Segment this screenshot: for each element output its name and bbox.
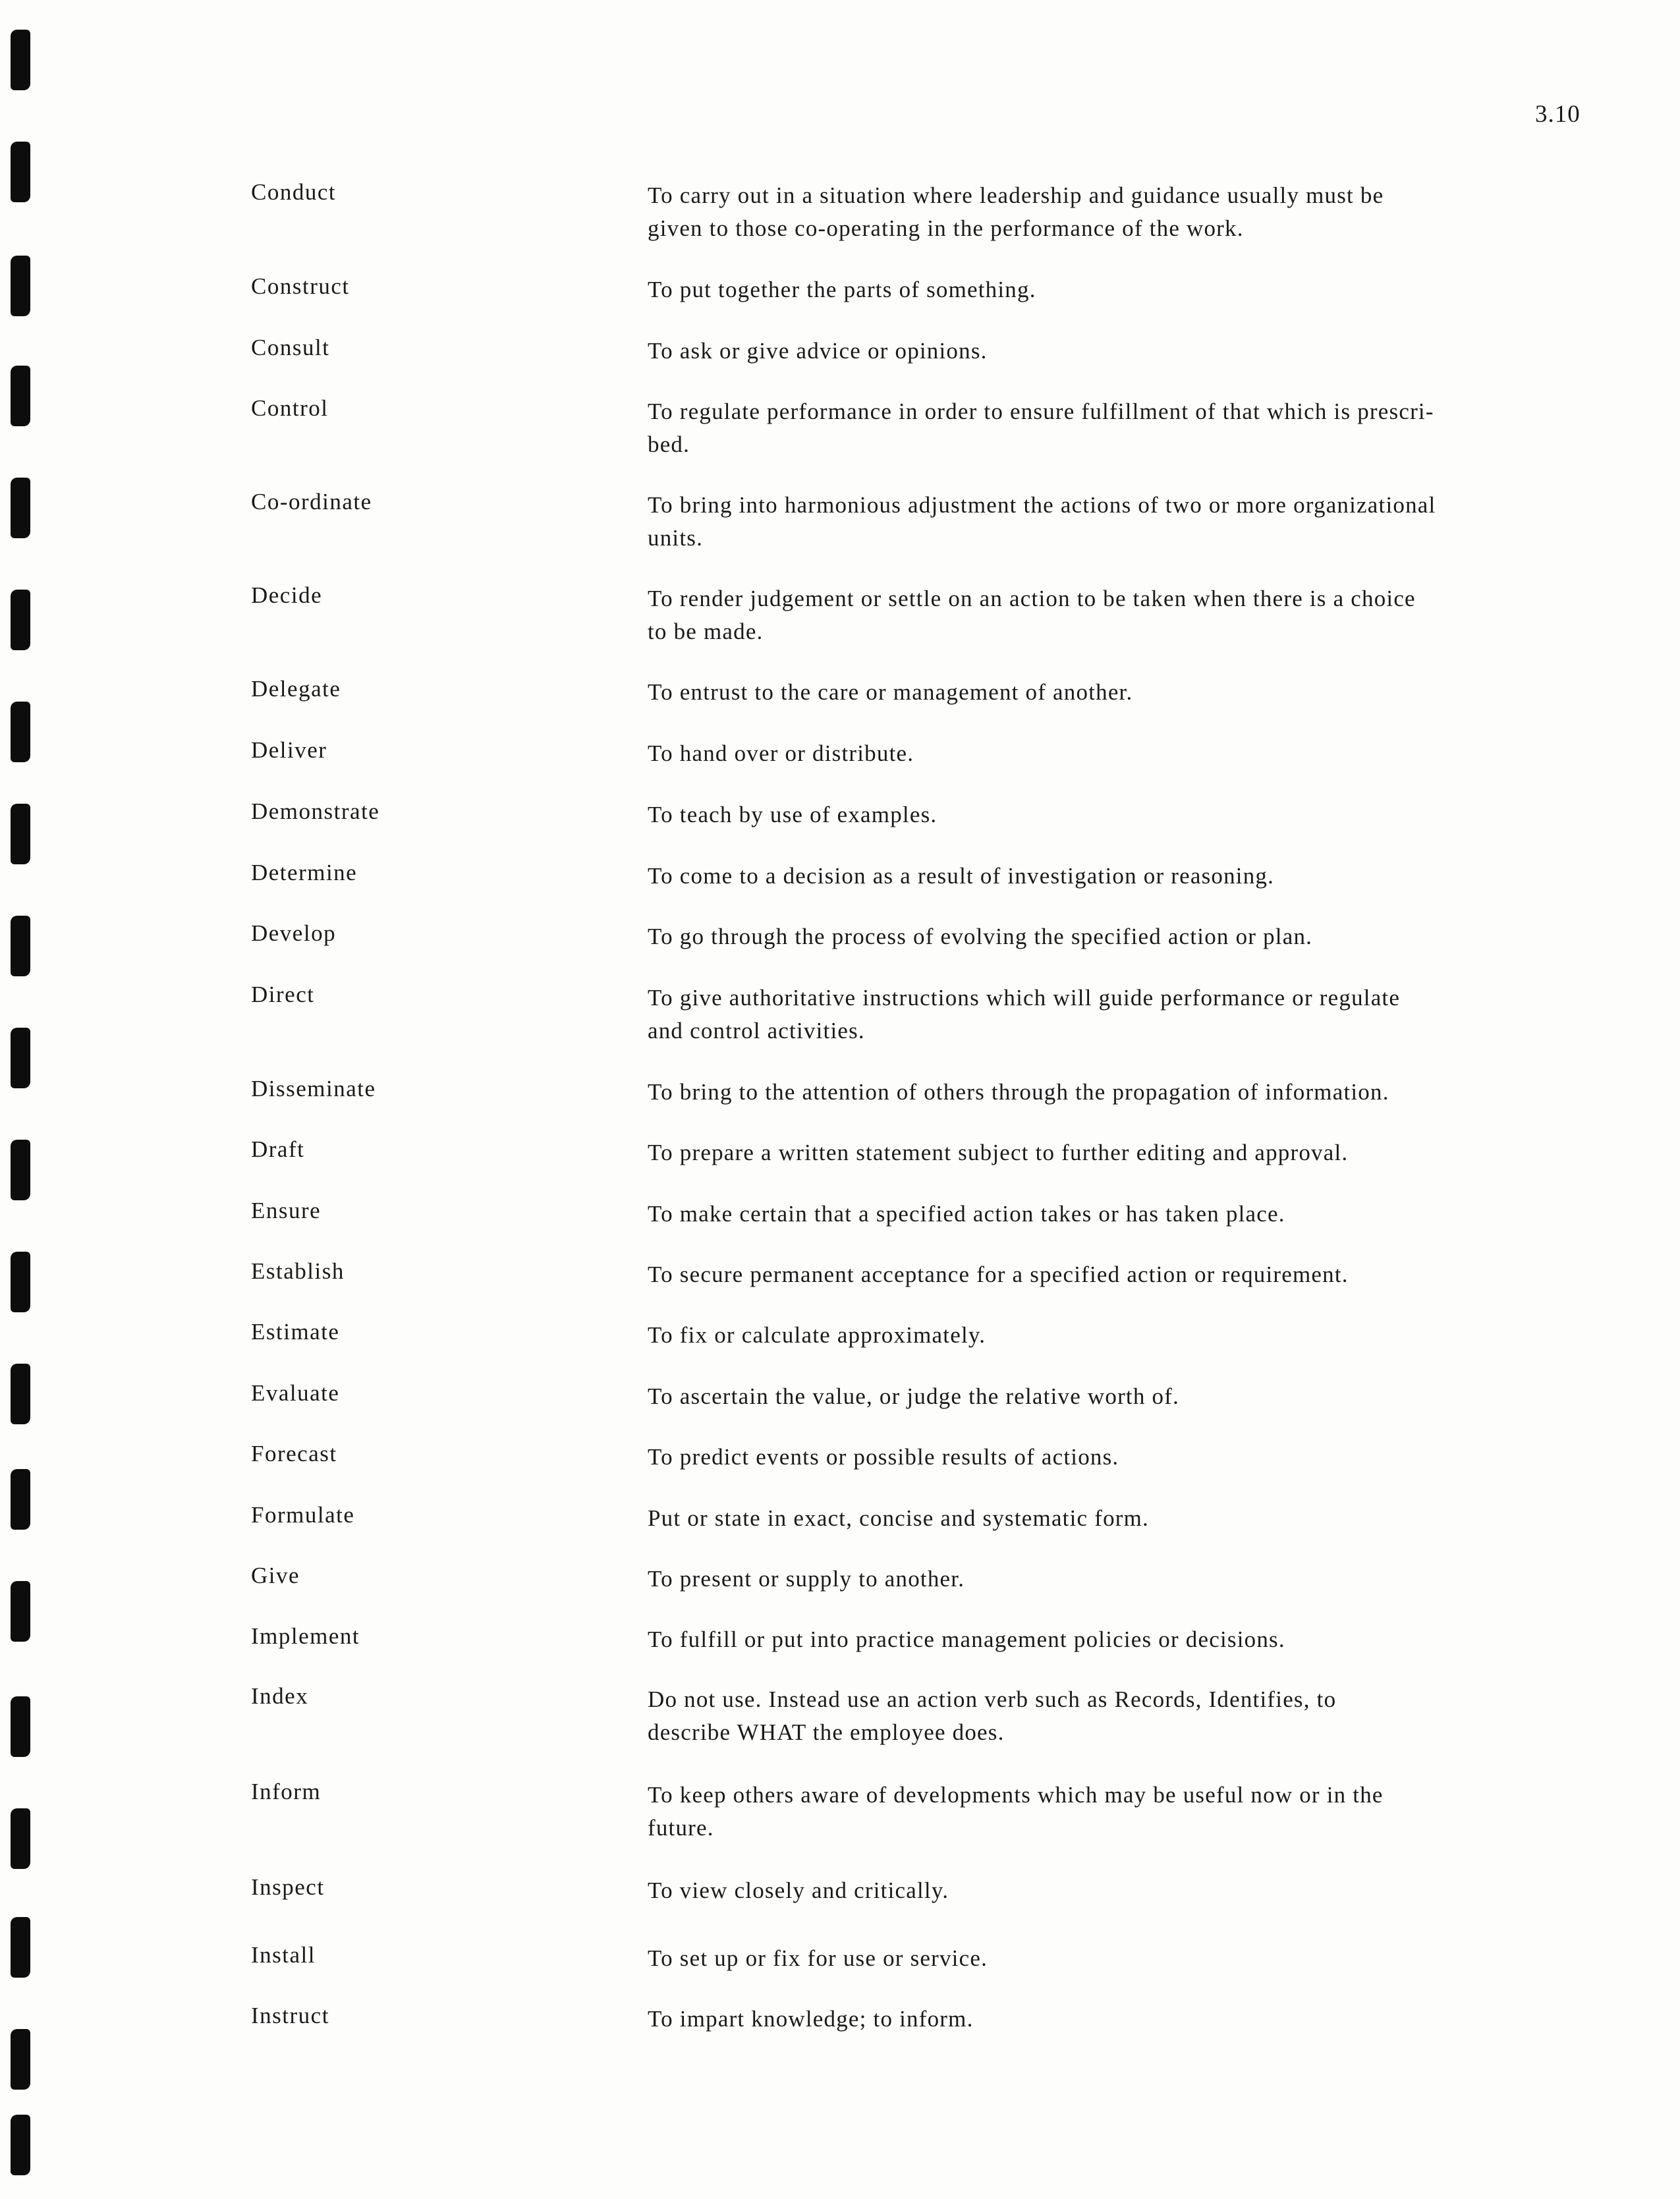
term: Conduct [251,179,337,205]
definition-line: To make certain that a specified action takes or has taken place. [648,1201,1285,1227]
definition [648,676,1603,709]
definition-line: To carry out in a situation where leadership and guidance usually must be [648,182,1384,208]
term: Establish [251,1258,345,1284]
definition-line: To hand over or distribute. [648,740,914,766]
definition-line: bed. [648,431,690,457]
definition-line: future. [648,1815,714,1841]
term: Index [251,1683,309,1709]
punch-mark [11,1364,30,1424]
definition-line: To fulfill or put into practice management policies or decisions. [648,1627,1285,1652]
punch-mark [11,30,30,90]
term: Co-ordinate [251,489,372,515]
term: Install [251,1942,316,1968]
definition-line: To impart knowledge; to inform. [648,2006,974,2032]
term: Instruct [251,2003,329,2028]
term: Determine [251,860,358,885]
term: Estimate [251,1319,340,1345]
definition-line: To fix or calculate approximately. [648,1322,986,1348]
punch-mark [11,142,30,202]
definition-line: To set up or fix for use or service. [648,1945,988,1971]
definition-line: To come to a decision as a result of investigation or reasoning. [648,863,1275,889]
definition [648,1258,1603,1291]
definition [648,737,1603,770]
definition-line: units. [648,525,704,551]
definition [648,982,1603,1047]
term: Deliver [251,737,327,763]
punch-mark [11,1808,30,1869]
definition-line: To give authoritative instructions which will guide performance or regulate [648,985,1401,1011]
punch-mark [11,590,30,650]
definition-line: To regulate performance in order to ensure fulfillment of that which is prescri- [648,399,1434,424]
punch-mark [11,1140,30,1200]
definition-line: To ask or give advice or opinions. [648,338,988,364]
definition-line: Do not use. Instead use an action verb such as Records, Identifies, to [648,1686,1337,1712]
punch-mark [11,804,30,864]
term: Ensure [251,1198,322,1223]
definition [648,920,1603,953]
punch-mark [11,1469,30,1530]
definition [648,395,1603,461]
term: Disseminate [251,1076,376,1101]
binder-punch-marks [7,0,40,2199]
term: Evaluate [251,1380,340,1406]
punch-mark [11,478,30,538]
definition [648,1563,1603,1596]
term: Construct [251,273,350,299]
definition-line: given to those co-operating in the performance of the work. [648,215,1244,241]
term: Inspect [251,1874,325,1900]
punch-mark [11,702,30,762]
punch-mark [11,366,30,426]
definition [648,1136,1603,1169]
term: Demonstrate [251,798,380,824]
page-number: 3.10 [1535,101,1581,128]
term: Formulate [251,1502,355,1528]
term: Control [251,395,329,421]
definition-line: To entrust to the care or management of another. [648,679,1133,705]
definition-line: and control activities. [648,1018,865,1044]
definition-line: To put together the parts of something. [648,277,1036,302]
definition [648,1319,1603,1352]
punch-mark [11,916,30,976]
term: Forecast [251,1441,337,1466]
definition-line: To bring to the attention of others through the propagation of information. [648,1079,1389,1105]
term: Draft [251,1136,305,1162]
definition [648,582,1603,648]
term: Consult [251,335,330,360]
punch-mark [11,2115,30,2175]
definition-line: to be made. [648,619,764,644]
definition [648,860,1603,893]
definition-line: describe WHAT the employee does. [648,1719,1005,1745]
definition [648,273,1603,306]
definition [648,1441,1603,1474]
definition-line: To prepare a written statement subject to further editing and approval. [648,1140,1349,1165]
definition [648,2003,1603,2036]
punch-mark [11,1252,30,1312]
punch-mark [11,1028,30,1088]
definition [648,1942,1603,1975]
definition [648,798,1603,831]
definition-line: To keep others aware of developments which may be useful now or in the [648,1782,1384,1808]
definition-line: To present or supply to another. [648,1566,965,1592]
definition-line: To secure permanent acceptance for a specified action or requirement. [648,1262,1349,1287]
definition [648,335,1603,368]
definition [648,1683,1603,1749]
definition-line: To predict events or possible results of actions. [648,1444,1119,1470]
definition-line: To ascertain the value, or judge the relative worth of. [648,1383,1180,1409]
definition [648,1198,1603,1231]
definition [648,1874,1603,1907]
punch-mark [11,1696,30,1757]
definition [648,179,1603,245]
term: Give [251,1563,300,1588]
term: Develop [251,920,337,946]
definition [648,1380,1603,1413]
definition-line: To render judgement or settle on an action to be taken when there is a choice [648,586,1416,611]
term: Inform [251,1779,322,1804]
punch-mark [11,2029,30,2090]
definition-line: To view closely and critically. [648,1878,949,1903]
term: Implement [251,1623,360,1649]
definition [648,1502,1603,1535]
term: Delegate [251,676,341,702]
term: Direct [251,982,315,1007]
definition [648,1076,1603,1109]
definition-line: Put or state in exact, concise and systematic form. [648,1505,1149,1531]
definition-line: To go through the process of evolving the specified action or plan. [648,924,1313,949]
definition [648,1779,1603,1845]
definition-line: To teach by use of examples. [648,802,938,827]
definition [648,1623,1603,1656]
punch-mark [11,1581,30,1642]
term: Decide [251,582,323,608]
punch-mark [11,256,30,316]
definition-line: To bring into harmonious adjustment the actions of two or more organizational [648,492,1436,518]
definition [648,489,1603,555]
punch-mark [11,1917,30,1978]
